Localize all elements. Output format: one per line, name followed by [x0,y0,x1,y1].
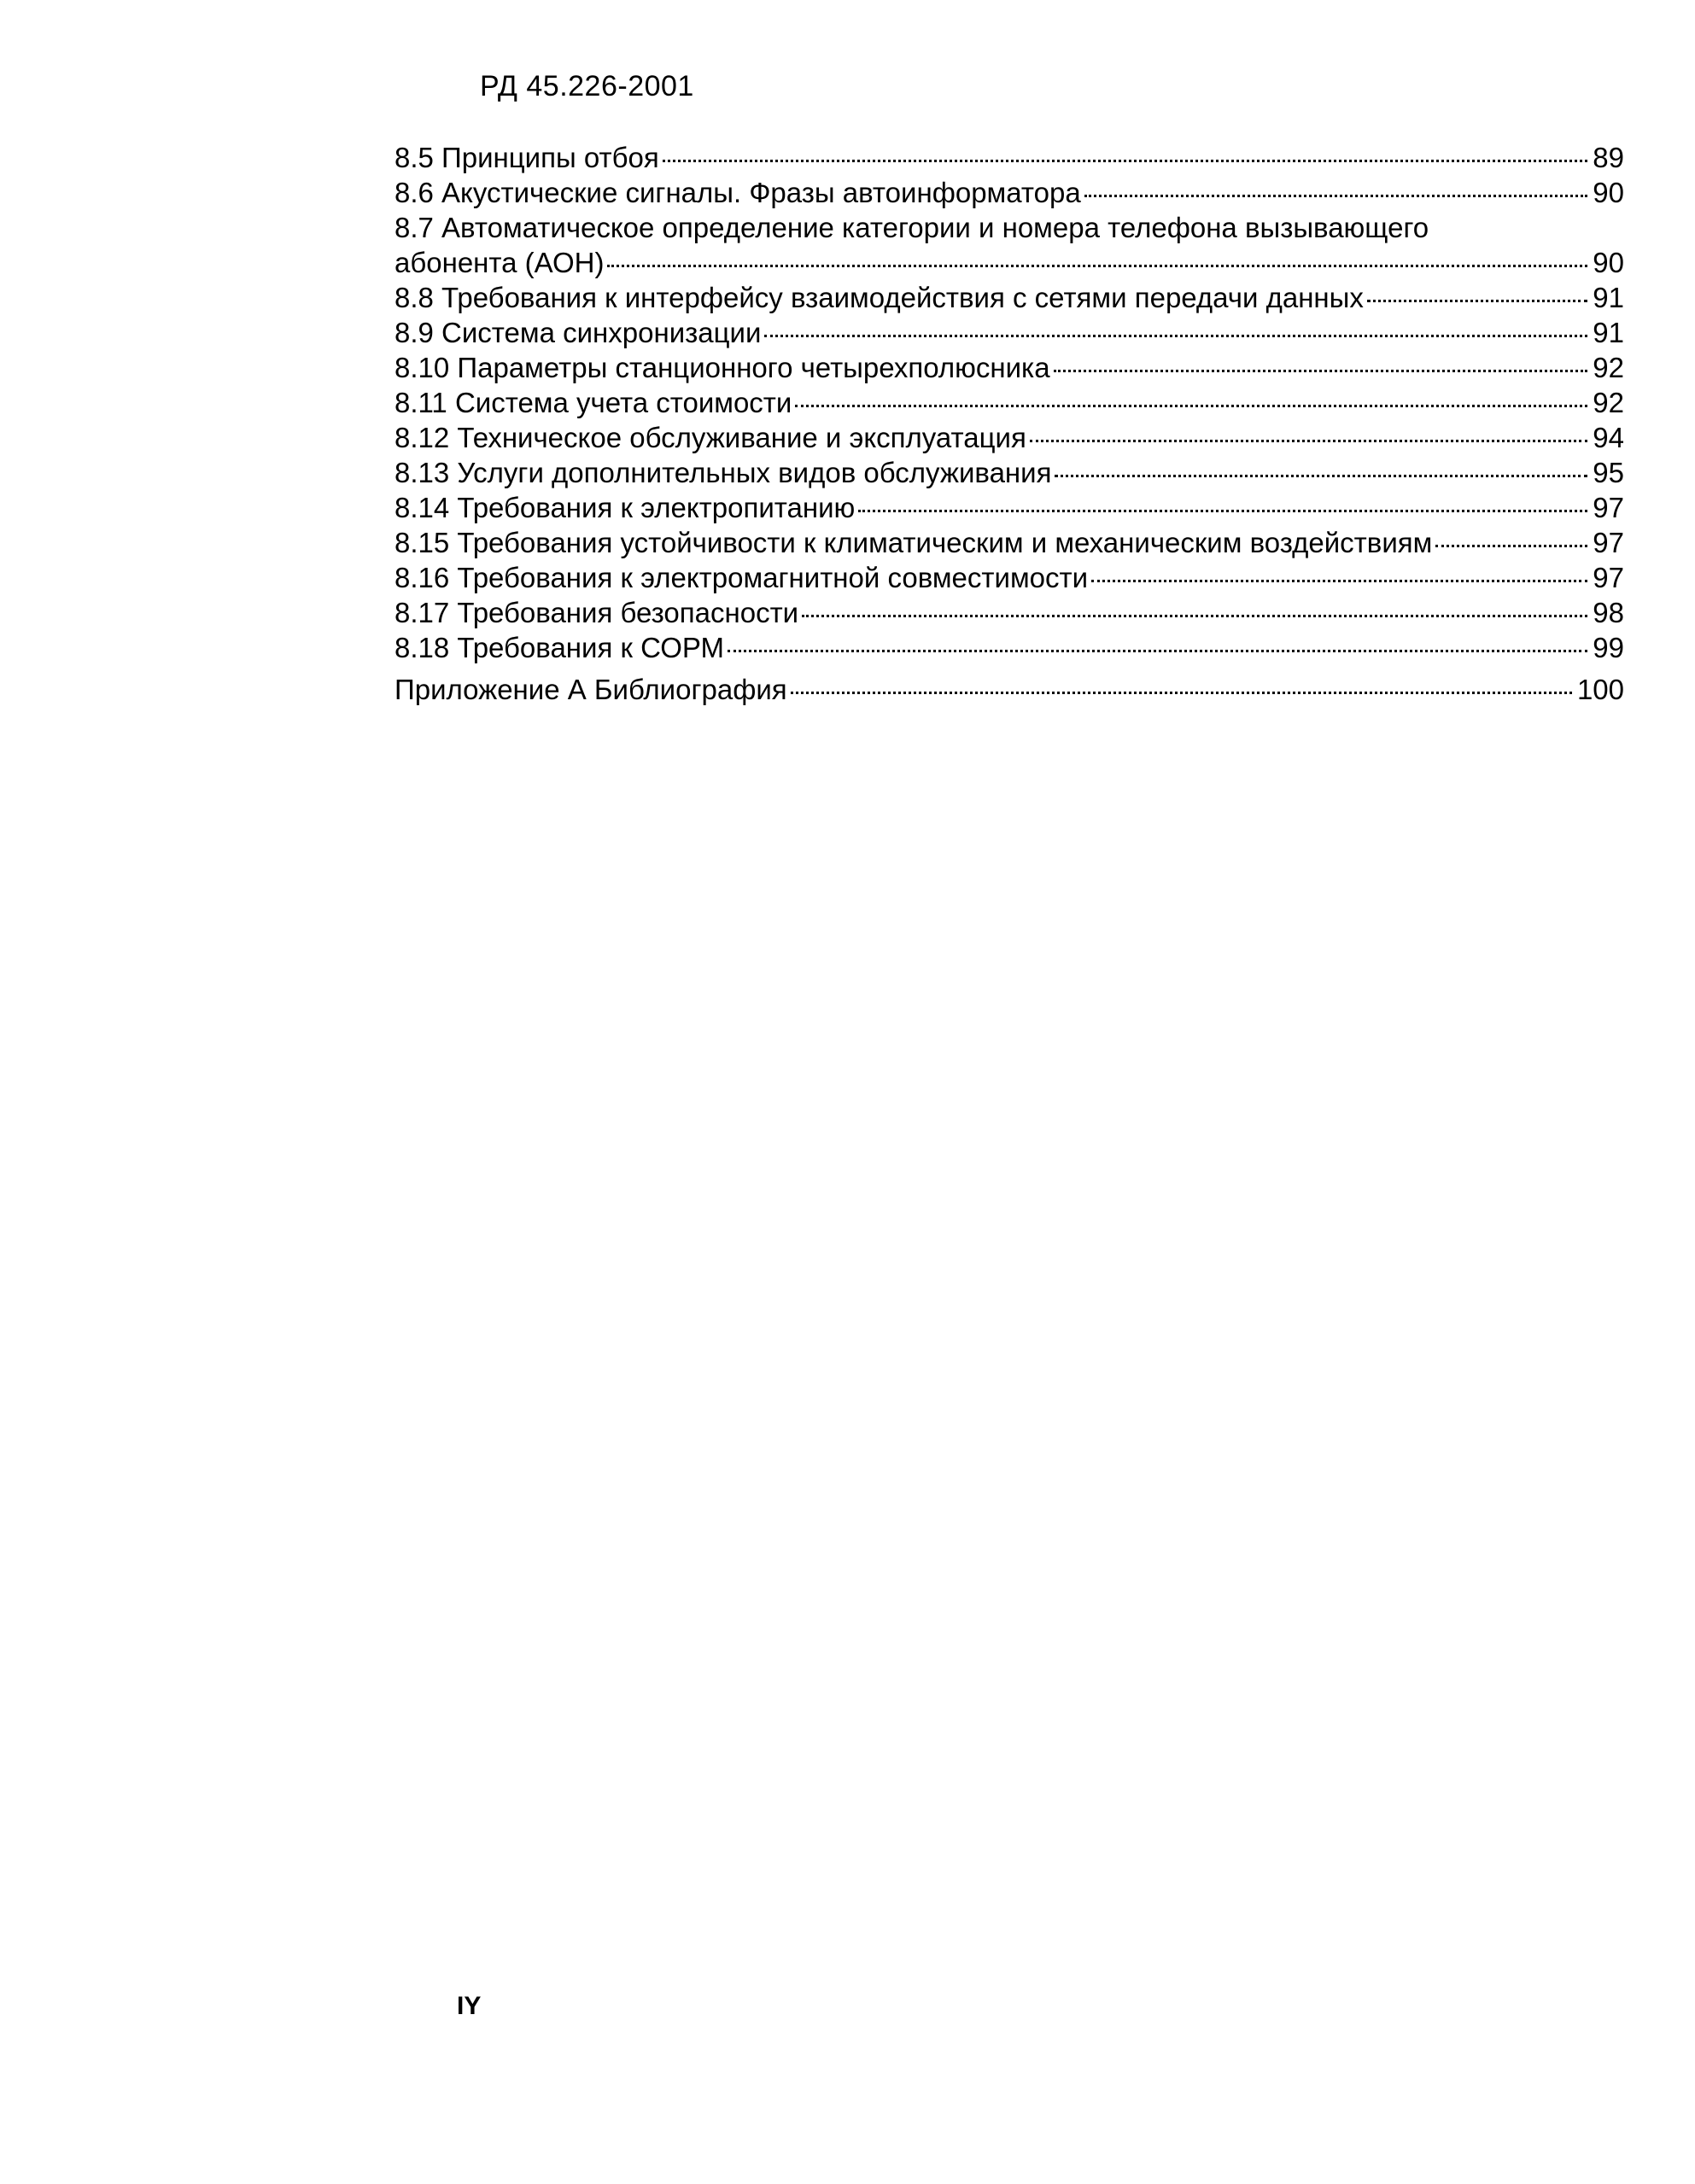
dot-leader [1367,300,1587,302]
toc-entry [395,525,1624,560]
toc-entry [395,315,1624,350]
page-number: IY [457,1992,482,2020]
toc-entry [395,630,1624,665]
toc-entry-page: 89 [1593,142,1624,173]
toc-entry-page: 95 [1593,457,1624,488]
toc-appendix-page: 100 [1576,674,1624,705]
toc-entry-title: 8.16 Требования к электромагнитной совместимости [395,562,1089,593]
toc-entry [395,420,1624,455]
toc-entry-title: 8.18 Требования к СОРМ [395,632,725,663]
dot-leader [1054,370,1588,372]
toc-entry-page: 90 [1593,247,1624,278]
toc-entry-title-line1: 8.7 Автоматическое определение категории и номера телефона вызывающего [395,212,1429,243]
toc-entry [395,560,1624,595]
toc-entry-title: 8.17 Требования безопасности [395,597,799,628]
dot-leader [858,510,1587,512]
dot-leader [607,265,1587,267]
toc-entry-title: 8.9 Система синхронизации [395,317,762,348]
toc-entry [395,455,1624,490]
toc-entry [395,490,1624,525]
toc-entry [395,245,1624,280]
toc-entry-page: 92 [1593,352,1624,383]
toc-appendix-title: Приложение А Библиография [395,674,787,705]
table-of-contents [395,140,1624,707]
document-code: РД 45.226-2001 [480,70,694,102]
dot-leader [791,692,1572,694]
toc-entry-page: 97 [1593,527,1624,558]
toc-entry-title: 8.8 Требования к интерфейсу взаимодействия с сетями передачи данных [395,282,1364,313]
toc-entry-page: 99 [1593,632,1624,663]
toc-entry-page: 94 [1593,422,1624,453]
toc-entry-title: 8.5 Принципы отбоя [395,142,659,173]
toc-entry-title: 8.15 Требования устойчивости к климатическим и механическим воздействиям [395,527,1433,558]
dot-leader [728,650,1587,652]
toc-entry-page: 91 [1593,317,1624,348]
toc-entry-title: 8.13 Услуги дополнительных видов обслуживания [395,457,1052,488]
toc-entry-page: 90 [1593,177,1624,208]
dot-leader [764,335,1587,337]
dot-leader [1435,545,1587,547]
dot-leader [663,160,1588,162]
toc-entry [395,385,1624,420]
dot-leader [1091,580,1587,582]
toc-entry [395,280,1624,315]
toc-entry-title: 8.14 Требования к электропитанию [395,492,856,523]
toc-appendix-entry [395,672,1624,707]
toc-entry [395,595,1624,630]
toc-entry-title: абонента (АОН) [395,247,605,278]
toc-entry-page: 91 [1593,282,1624,313]
dot-leader [795,405,1587,407]
toc-entry-title: 8.11 Система учета стоимости [395,387,792,418]
toc-entry-title: 8.6 Акустические сигналы. Фразы автоинформатора [395,177,1081,208]
dot-leader [1055,475,1587,477]
dot-leader [1030,440,1587,442]
toc-entry [395,175,1624,210]
dot-leader [1084,195,1588,197]
toc-entry [395,350,1624,385]
toc-entry-page: 97 [1593,492,1624,523]
toc-entry-page: 92 [1593,387,1624,418]
toc-entry-page: 97 [1593,562,1624,593]
toc-entry-title: 8.12 Техническое обслуживание и эксплуатация [395,422,1026,453]
toc-entry-page: 98 [1593,597,1624,628]
toc-entry-title: 8.10 Параметры станционного четырехполюсника [395,352,1050,383]
toc-entry [395,140,1624,175]
dot-leader [802,615,1587,617]
